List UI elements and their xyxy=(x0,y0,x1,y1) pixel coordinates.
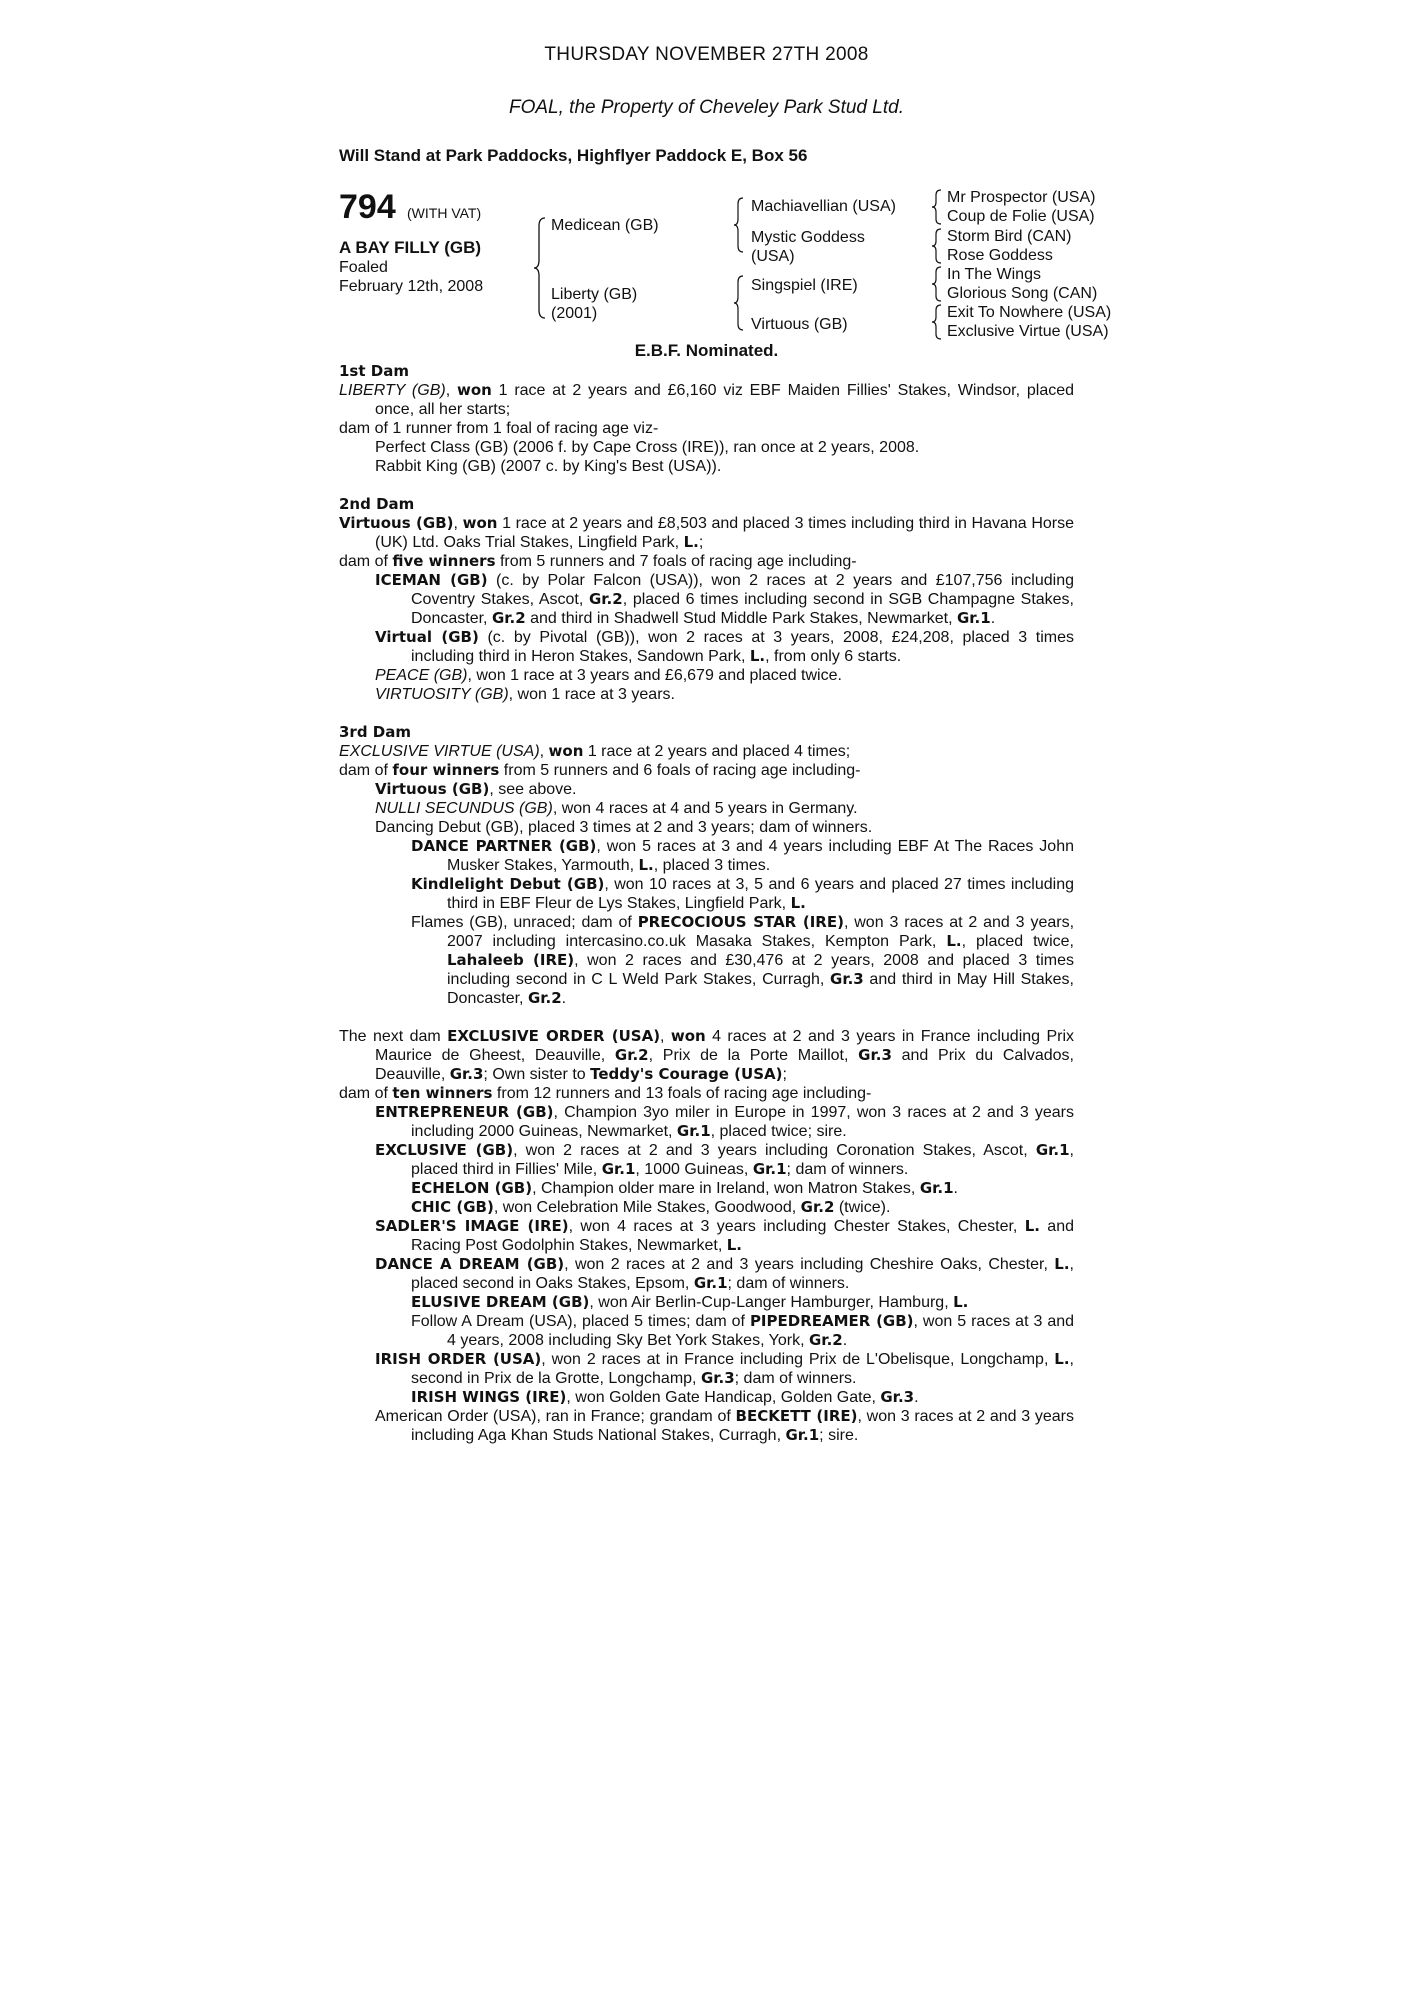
second-dam-foal-peace: PEACE (GB), won 1 race at 3 years and £6,679 and placed twice. xyxy=(375,667,842,684)
lot-number: 794 xyxy=(339,188,396,226)
third-dam-record: EXCLUSIVE VIRTUE (USA), won 1 race at 2 years and placed 4 times; xyxy=(339,742,851,760)
next-dam-foal-entrepreneur: ENTREPRENEUR (GB), Champion 3yo miler in Europe in 1997, won 3 races at 2 and 3 years including 2000 Guineas, Newmarket, Gr.1, placed twice; sire. xyxy=(375,1103,1074,1140)
third-dam-gf-dance-partner: DANCE PARTNER (GB), won 5 races at 3 and 4 years including EBF At The Races John Musker Stakes, Yarmouth, L., placed 3 times. xyxy=(411,837,1074,874)
property-line: FOAL, the Property of Cheveley Park Stud Ltd. xyxy=(509,97,904,118)
pedigree-sire-dam xyxy=(751,228,865,266)
next-dam-foal-dance-a-dream: DANCE A DREAM (GB), won 2 races at 2 and 3 years including Cheshire Oaks, Chester, L., placed second in Oaks Stakes, Epsom, Gr.1; dam of winners. xyxy=(375,1255,1074,1292)
pedigree-dam-sire: Singspiel (IRE) xyxy=(751,277,858,294)
third-dam-gf-flames: Flames (GB), unraced; dam of PRECOCIOUS STAR (IRE), won 3 races at 2 and 3 years, 2007 including intercasino.co.uk Masaka Stakes, Kempton Park, L., placed twice, Lahaleeb (IRE), won 2 races and £30,476 at 2 years, 2008 and placed 3 times including second in C L Weld Park Stakes, Curragh, Gr.3 and third in May Hill Stakes, Doncaster, Gr.2. xyxy=(411,913,1075,1007)
foaled-label: Foaled xyxy=(339,259,388,276)
catalogue-body xyxy=(339,362,1074,1445)
pedigree-brace-g3-2 xyxy=(931,227,943,265)
vat-note: (WITH VAT) xyxy=(407,205,482,221)
lot-title: A BAY FILLY (GB) xyxy=(339,238,482,257)
next-dam-foal-sadlers-image: SADLER'S IMAGE (IRE), won 4 races at 3 years including Chester Stakes, Chester, L. and Racing Post Godolphin Stakes, Newmarket, L. xyxy=(375,1217,1075,1254)
pedigree-dam-name: Liberty (GB) xyxy=(551,286,638,303)
pedigree-ssd: Coup de Folie (USA) xyxy=(947,208,1095,225)
pedigree-brace-g3-4 xyxy=(931,303,943,341)
pedigree-brace-g3-3 xyxy=(931,265,943,303)
foaled-value: February 12th, 2008 xyxy=(339,278,484,295)
pedigree-ddd: Exclusive Virtue (USA) xyxy=(947,323,1109,340)
third-dam-foal-virtuous: Virtuous (GB), see above. xyxy=(375,780,577,798)
stand-location: Will Stand at Park Paddocks, Highflyer Paddock E, Box 56 xyxy=(339,146,808,165)
second-dam-produce: dam of five winners from 5 runners and 7 foals of racing age including- xyxy=(339,552,857,570)
ebf-nominated: E.B.F. Nominated. xyxy=(634,341,779,360)
pedigree-dam-year: (2001) xyxy=(551,305,598,322)
first-dam-record: LIBERTY (GB), won 1 race at 2 years and £6,160 viz EBF Maiden Fillies' Stakes, Windsor, placed once, all her starts; xyxy=(339,381,1075,418)
next-dam-foal-irish-order: IRISH ORDER (USA), won 2 races at in France including Prix de L'Obelisque, Longchamp, L., second in Prix de la Grotte, Longchamp, Gr.3; dam of winners. xyxy=(375,1350,1074,1387)
next-dam-gf-elusive-dream: ELUSIVE DREAM (GB), won Air Berlin-Cup-Langer Hamburger, Hamburg, L. xyxy=(411,1293,969,1311)
foaled-date xyxy=(339,258,483,296)
second-dam-foal-iceman: ICEMAN (GB) (c. by Polar Falcon (USA)), won 2 races at 2 years and £107,756 including Coventry Stakes, Ascot, Gr.2, placed 6 times including second in SGB Champagne Stakes, Doncaster, Gr.2 and third in Shadwell Stud Middle Park Stakes, Newmarket, Gr.1. xyxy=(375,571,1075,627)
third-dam-gf-kindlelight: Kindlelight Debut (GB), won 10 races at 3, 5 and 6 years and placed 27 times including third in EBF Fleur de Lys Stakes, Lingfield Park, L. xyxy=(411,875,1075,912)
pedigree-sss: Mr Prospector (USA) xyxy=(947,189,1096,206)
third-dam-foal-dancing-debut: Dancing Debut (GB), placed 3 times at 2 and 3 years; dam of winners. xyxy=(375,819,873,836)
pedigree-sds: Storm Bird (CAN) xyxy=(947,228,1072,245)
pedigree-brace-gen1 xyxy=(533,216,547,320)
first-dam-produce: dam of 1 runner from 1 foal of racing age viz- xyxy=(339,420,659,437)
second-dam-foal-virtuosity: VIRTUOSITY (GB), won 1 race at 3 years. xyxy=(375,686,675,703)
second-dam-foal-virtual: Virtual (GB) (c. by Pivotal (GB)), won 2 races at 3 years, 2008, £24,208, placed 3 times including third in Heron Stakes, Sandown Park, L., from only 6 starts. xyxy=(375,628,1074,665)
first-dam-foal-1: Perfect Class (GB) (2006 f. by Cape Cross (IRE)), ran once at 2 years, 2008. xyxy=(375,439,920,456)
pedigree-dam xyxy=(551,285,637,323)
next-dam-gf-echelon: ECHELON (GB), Champion older mare in Ireland, won Matron Stakes, Gr.1. xyxy=(411,1179,958,1197)
next-dam-foal-american-order: American Order (USA), ran in France; grandam of BECKETT (IRE), won 3 races at 2 and 3 years including Aga Khan Studs National Stakes, Curragh, Gr.1; sire. xyxy=(375,1407,1074,1444)
pedigree-sire-dam-name: Mystic Goddess xyxy=(751,229,865,246)
pedigree-dsd: Glorious Song (CAN) xyxy=(947,285,1098,302)
second-dam-record: Virtuous (GB), won 1 race at 2 years and £8,503 and placed 3 times including third in Havana Horse (UK) Ltd. Oaks Trial Stakes, Lingfield Park, L.; xyxy=(339,514,1075,551)
next-dam-record: The next dam EXCLUSIVE ORDER (USA), won 4 races at 2 and 3 years in France including Prix Maurice de Gheest, Deauville, Gr.2, Prix de la Porte Maillot, Gr.3 and Prix du Calvados, Deauville, Gr.3; Own sister to Teddy's Courage (USA); xyxy=(339,1027,1075,1083)
pedigree-sire-sire: Machiavellian (USA) xyxy=(751,198,896,215)
pedigree-dss: In The Wings xyxy=(947,266,1041,283)
sale-date: THURSDAY NOVEMBER 27TH 2008 xyxy=(544,44,869,65)
pedigree-dds: Exit To Nowhere (USA) xyxy=(947,304,1112,321)
pedigree-brace-sire xyxy=(733,196,745,254)
pedigree-dam-dam: Virtuous (GB) xyxy=(751,316,848,333)
third-dam-foal-nulli: NULLI SECUNDUS (GB), won 4 races at 4 and 5 years in Germany. xyxy=(375,800,858,817)
second-dam-heading: 2nd Dam xyxy=(339,495,415,513)
pedigree-brace-g3-1 xyxy=(931,188,943,226)
first-dam-heading: 1st Dam xyxy=(339,362,409,380)
third-dam-heading: 3rd Dam xyxy=(339,723,411,741)
pedigree-brace-dam xyxy=(733,274,745,332)
next-dam-foal-exclusive: EXCLUSIVE (GB), won 2 races at 2 and 3 years including Coronation Stakes, Ascot, Gr.1, placed third in Fillies' Mile, Gr.1, 1000 Guineas, Gr.1; dam of winners. xyxy=(375,1141,1074,1178)
pedigree-sire: Medicean (GB) xyxy=(551,217,659,234)
first-dam-foal-2: Rabbit King (GB) (2007 c. by King's Best (USA)). xyxy=(375,458,722,475)
pedigree-sdd: Rose Goddess xyxy=(947,247,1053,264)
next-dam-gf-chic: CHIC (GB), won Celebration Mile Stakes, Goodwood, Gr.2 (twice). xyxy=(411,1198,891,1216)
pedigree-sire-dam-country: (USA) xyxy=(751,248,795,265)
next-dam-gf-follow-a-dream: Follow A Dream (USA), placed 5 times; dam of PIPEDREAMER (GB), won 5 races at 3 and 4 years, 2008 including Sky Bet York Stakes, York, Gr.2. xyxy=(411,1312,1075,1349)
next-dam-gf-irish-wings: IRISH WINGS (IRE), won Golden Gate Handicap, Golden Gate, Gr.3. xyxy=(411,1388,919,1406)
third-dam-produce: dam of four winners from 5 runners and 6 foals of racing age including- xyxy=(339,761,861,779)
next-dam-produce: dam of ten winners from 12 runners and 13 foals of racing age including- xyxy=(339,1084,872,1102)
